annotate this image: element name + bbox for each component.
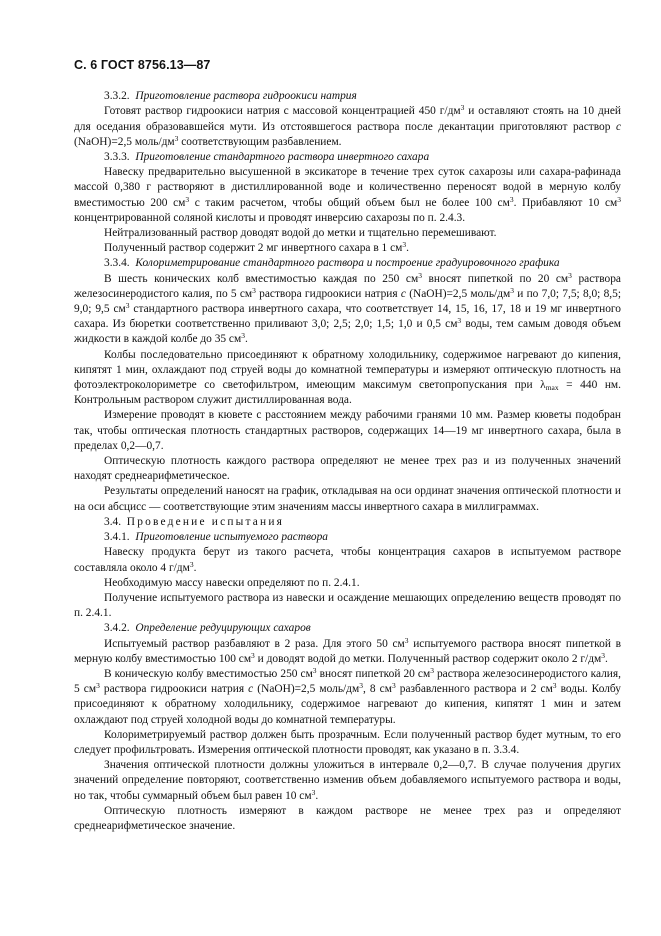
section-3-4-1-heading: 3.4.1. Приготовление испытуемого раствора (104, 531, 328, 544)
section-title: Приготовление раствора гидроокиси натрия (135, 90, 357, 103)
section-3-3-2-heading: 3.3.2. Приготовление раствора гидроокиси натрия (104, 90, 357, 103)
page-header: С. 6 ГОСТ 8756.13—87 (74, 58, 211, 72)
paragraph: Полученный раствор содержит 2 мг инвертного сахара в 1 $см^3$. (104, 240, 409, 255)
paragraph: Измерение проводят в кювете с расстоянием между рабочими гранями 10 мм. Размер кюветы подобран так, чтобы оптическая плотность стандартных растворов, содержащих 14—19 мг инвертного сахара, была в пределах 0,2—0,7. (74, 409, 621, 452)
paragraph: Оптическую плотность каждого раствора определяют не менее трех раз и из полученных значений находят среднеарифметическое. (74, 455, 621, 483)
paragraph: Навеску продукта берут из такого расчета, чтобы концентрация сахаров в испытуемом растворе составляла около 4 $г/дм^3$. (74, 546, 621, 574)
paragraph: Навеску предварительно высушенной в эксикаторе в течение трех суток сахарозы или сахара-рафинада массой 0,380 г растворяют в дистиллированной воде и количественно переносят водой в мерную колбу вместимостью 200 $см^3$ с таким расчетом, чтобы общий объем был не более 100 $см^3$. Прибавляют 10 $см^3$ концентрированной соляной кислоты и проводят инверсию сахарозы по п. 2.4.3. (74, 166, 621, 224)
paragraph: Необходимую массу навески определяют по п. 2.4.1. (104, 576, 360, 589)
paragraph: Оптическую плотность измеряют в каждом растворе не менее трех раз и определяют среднеарифметическое значение. (74, 804, 621, 832)
paragraph: Результаты определений наносят на график, откладывая на оси ординат значения оптической плотности и на оси абсцисс — соответствующие этим значениям массы инвертного сахара в миллиграммах. (74, 485, 621, 513)
section-title: Колориметрирование стандартного раствора и построение градуировочного графика (135, 257, 560, 270)
paragraph: Получение испытуемого раствора из навески и осаждение мешающих определению веществ проводят по п. 2.4.1. (74, 591, 621, 620)
paragraph: Колориметрируемый раствор должен быть прозрачным. Если полученный раствор будет мутным, то его следует профильтровать. Измерения оптической плотности проводят, как указано в п. 3.3.4. (74, 728, 621, 756)
paragraph: В шесть конических колб вместимостью каждая по 250 $см^3$ вносят пипеткой по 20 $см^3$ раствора железосинеродистого калия, по 5 $см^3$ раствора гидроокиси натрия c (NaOH)=2,5 моль/$дм^3$ и по 7,0; 7,5; 8,0; 8,5; 9,0; 9,5 $см^3$ стандартного раствора инвертного сахара, что соответствует 14, 15, 16, 17, 18 и 19 мг инвертного сахара. Из бюретки соответственно приливают 3,0; 2,5; 2,0; 1,5; 1,0 и 0,5 $см^3$ воды, тем самым доводя объем жидкости в каждой колбе до 35 $см^3$. (74, 270, 622, 346)
paragraph: Испытуемый раствор разбавляют в 2 раза. Для этого 50 $см^3$ испытуемого раствора вносят пипеткой в мерную колбу вместимостью 100 $см^3$ и доводят водой до метки. Полученный раствор содержит около 2 $г/дм^3$. (74, 635, 621, 665)
section-title: Приготовление стандартного раствора инвертного сахара (135, 151, 430, 164)
section-title: Проведение испытания (126, 515, 285, 528)
paragraph: Нейтрализованный раствор доводят водой до метки и тщательно перемешивают. (104, 227, 497, 240)
section-3-3-3-heading: 3.3.3. Приготовление стандартного раствора инвертного сахара (104, 151, 430, 164)
section-3-3-4-heading: 3.3.4. Колориметрирование стандартного раствора и построение градуировочного графика (104, 257, 560, 270)
paragraph: Готовят раствор гидроокиси натрия с массовой концентрацией 450 $г/дм^3$ и оставляют стоять на 10 дней для оседания образовавшейся мути. Из отстоявшегося раствора после декантации приготовляют раствор c (NaOH)=2,5 моль/$дм^3$ соответствующим разбавлением. (74, 103, 621, 148)
paragraph: В коническую колбу вместимостью 250 $см^3$ вносят пипеткой 20 $см^3$ раствора железосинеродистого калия, 5 $см^3$ раствора гидроокиси натрия c (NaOH)=2,5 моль/$дм^3$, 8 $см^3$ разбавленного раствора и 2 $см^3$ воды. Колбу присоединяют к обратному холодильнику, содержимое нагревают до кипения, кипятят 1 мин и затем охлаждают под струей холодной воды до комнатной температуры. (74, 665, 621, 726)
section-3-4-2-heading: 3.4.2. Определение редуцирующих сахаров (104, 622, 311, 635)
section-3-4-heading: 3.4. Проведение испытания (104, 515, 285, 528)
paragraph: Значения оптической плотности должны уложиться в интервале 0,2—0,7. В случае получения других значений определение повторяют, соответственно изменив объем добавляемого испытуемого раствора и воды, но так, чтобы суммарный объем был равен 10 $см^3$. (74, 759, 621, 802)
paragraph: Колбы последовательно присоединяют к обратному холодильнику, содержимое нагревают до кипения, кипятят 1 мин, охлаждают под струей воды до комнатной температуры и измеряют оптическую плотность на фотоэлектроколориметре со светофильтром, имеющим максимум светопропускания при $\lambda_{max} = 440$ нм. Контрольным раствором служит дистиллированная вода. (74, 348, 621, 407)
section-title: Приготовление испытуемого раствора (135, 531, 328, 544)
section-title: Определение редуцирующих сахаров (135, 622, 311, 635)
